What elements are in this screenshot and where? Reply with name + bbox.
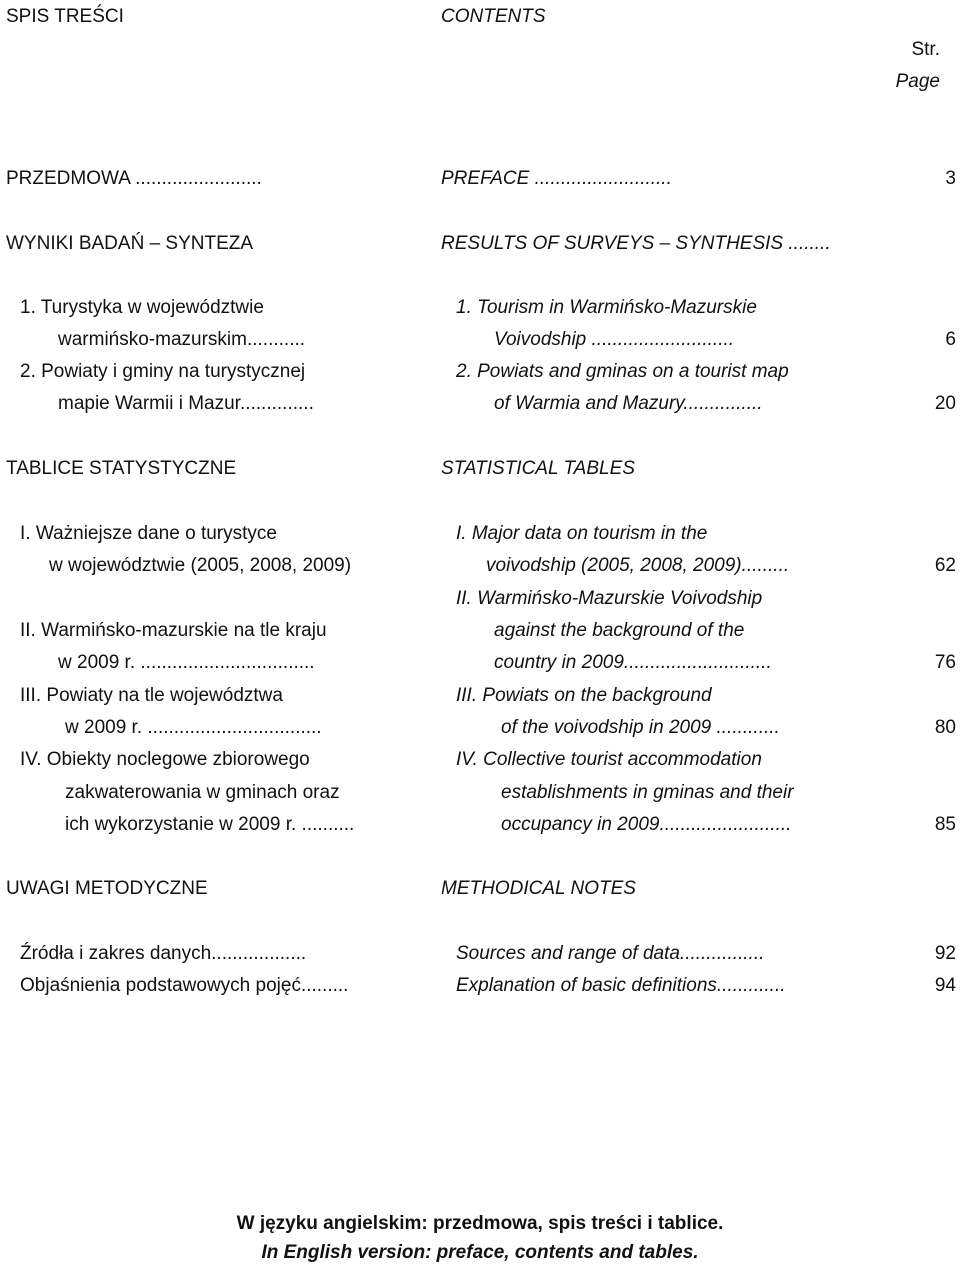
results-item-2-page: 20 bbox=[934, 393, 956, 414]
footer-en: In English version: preface, contents and tables. bbox=[261, 1242, 699, 1263]
preface-pl: PRZEDMOWA ........................ bbox=[6, 168, 262, 189]
tables-item-3-pl-line2: w 2009 r. ................................. bbox=[65, 717, 322, 738]
tables-item-4-en-line1: IV. Collective tourist accommodation bbox=[456, 749, 762, 770]
tables-item-3-en-line2: of the voivodship in 2009 ............ bbox=[501, 717, 780, 738]
results-item-2-en-line2: of Warmia and Mazury............... bbox=[494, 393, 763, 414]
notes-pl: UWAGI METODYCZNE bbox=[6, 878, 208, 899]
tables-item-2-en-line2: against the background of the bbox=[494, 620, 745, 641]
pl-title: SPIS TREŚCI bbox=[6, 6, 124, 27]
tables-item-4-pl-line3: ich wykorzystanie w 2009 r. .......... bbox=[65, 814, 355, 835]
tables-pl: TABLICE STATYSTYCZNE bbox=[6, 458, 237, 479]
results-item-2-en-line1: 2. Powiats and gminas on a tourist map bbox=[456, 361, 789, 382]
notes-item-1-en: Sources and range of data................ bbox=[456, 943, 765, 964]
notes-item-1-page: 92 bbox=[934, 943, 956, 964]
tables-en: STATISTICAL TABLES bbox=[441, 458, 635, 479]
results-en: RESULTS OF SURVEYS – SYNTHESIS ........ bbox=[441, 233, 831, 254]
en-title: CONTENTS bbox=[441, 6, 546, 27]
results-item-1-pl-line2: warmińsko-mazurskim........... bbox=[58, 329, 306, 350]
preface-en: PREFACE .......................... bbox=[441, 168, 672, 189]
notes-item-2-page: 94 bbox=[934, 975, 956, 996]
results-item-1-page: 6 bbox=[945, 329, 956, 350]
tables-item-4-pl-line2: zakwaterowania w gminach oraz bbox=[65, 782, 340, 803]
tables-item-3-en-line1: III. Powiats on the background bbox=[456, 685, 712, 706]
tables-item-1-pl-line2: w województwie (2005, 2008, 2009) bbox=[49, 555, 352, 576]
tables-item-2-pl-line1: II. Warmińsko-mazurskie na tle kraju bbox=[20, 620, 327, 641]
tables-item-2-en-line1: II. Warmińsko-Mazurskie Voivodship bbox=[456, 588, 763, 609]
results-item-1-en-line2: Voivodship ........................... bbox=[494, 329, 735, 350]
results-item-1-en-line1: 1. Tourism in Warmińsko-Mazurskie bbox=[456, 297, 757, 318]
tables-item-1-en-line1: I. Major data on tourism in the bbox=[456, 523, 708, 544]
tables-item-2-page: 76 bbox=[934, 652, 956, 673]
tables-item-1-pl-line1: I. Ważniejsze dane o turystyce bbox=[20, 523, 277, 544]
tables-item-4-pl-line1: IV. Obiekty noclegowe zbiorowego bbox=[20, 749, 310, 770]
notes-item-2-en: Explanation of basic definitions............. bbox=[456, 975, 786, 996]
footer-pl: W języku angielskim: przedmowa, spis treści i tablice. bbox=[236, 1213, 724, 1234]
tables-item-3-pl-line1: III. Powiaty na tle województwa bbox=[20, 685, 283, 706]
tables-item-4-en-line2: establishments in gminas and their bbox=[501, 782, 794, 803]
tables-item-3-page: 80 bbox=[934, 717, 956, 738]
page-label-en: Page bbox=[895, 71, 940, 92]
preface-page: 3 bbox=[945, 168, 956, 189]
results-pl: WYNIKI BADAŃ – SYNTEZA bbox=[6, 233, 254, 254]
page-label-pl: Str. bbox=[911, 39, 940, 60]
notes-en: METHODICAL NOTES bbox=[441, 878, 636, 899]
tables-item-1-en-line2: voivodship (2005, 2008, 2009)......... bbox=[486, 555, 790, 576]
notes-item-1-pl: Źródła i zakres danych.................. bbox=[20, 943, 307, 964]
tables-item-2-en-line3: country in 2009............................ bbox=[494, 652, 772, 673]
results-item-2-pl-line2: mapie Warmii i Mazur.............. bbox=[58, 393, 314, 414]
results-item-1-pl-line1: 1. Turystyka w województwie bbox=[20, 297, 264, 318]
tables-item-1-page: 62 bbox=[934, 555, 956, 576]
tables-item-2-pl-line2: w 2009 r. ................................. bbox=[58, 652, 315, 673]
tables-item-4-en-line3: occupancy in 2009......................... bbox=[501, 814, 792, 835]
notes-item-2-pl: Objaśnienia podstawowych pojęć......... bbox=[20, 975, 349, 996]
tables-item-4-page: 85 bbox=[934, 814, 956, 835]
results-item-2-pl-line1: 2. Powiaty i gminy na turystycznej bbox=[20, 361, 306, 382]
